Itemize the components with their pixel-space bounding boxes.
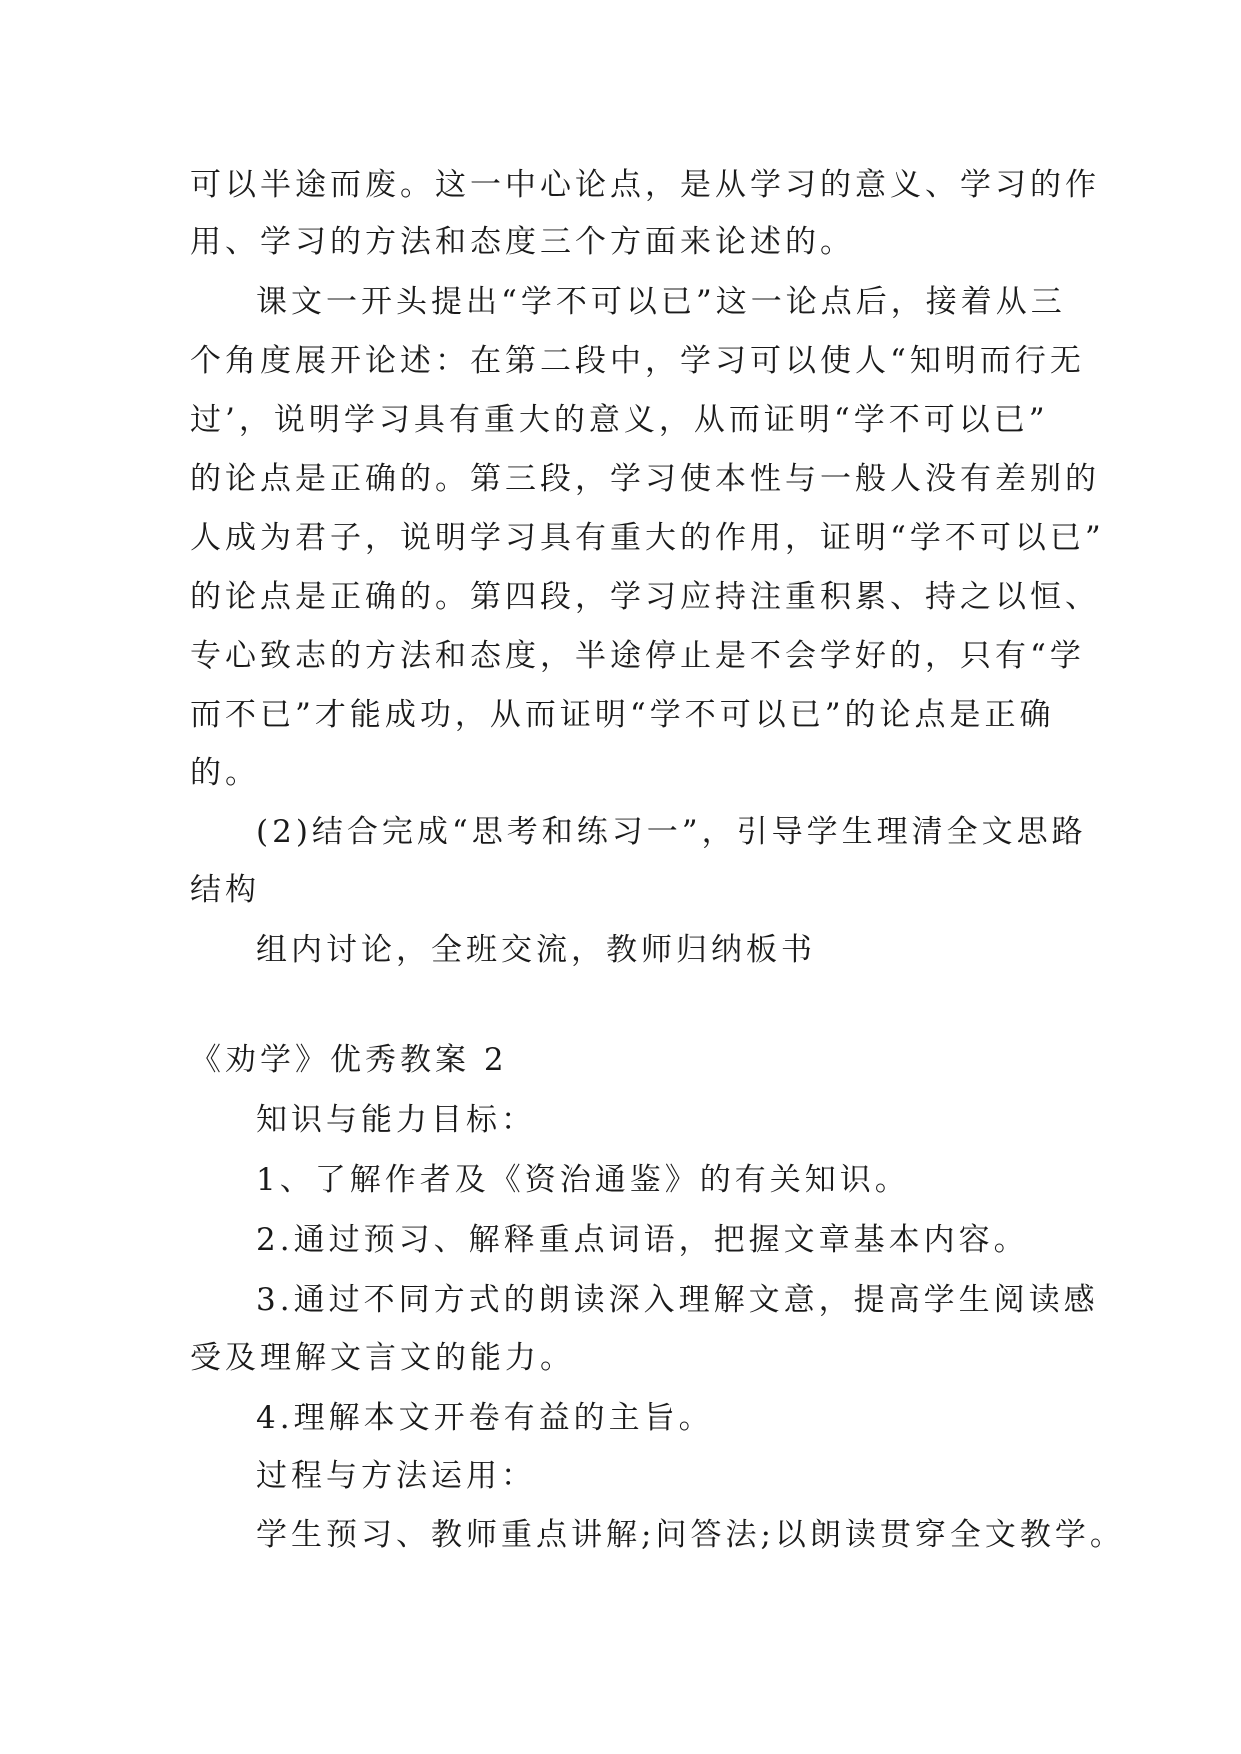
paragraph-line: 可以半途而废。这一中心论点，是从学习的意义、学习的作	[190, 167, 1100, 203]
paragraph-line: 的论点是正确的。第四段，学习应持注重积累、持之以恒、	[190, 579, 1100, 615]
paragraph-line: 的论点是正确的。第三段，学习使本性与一般人没有差别的	[190, 461, 1100, 497]
list-item: 1、了解作者及《资治通鉴》的有关知识。	[256, 1162, 910, 1198]
paragraph-line: 组内讨论，全班交流，教师归纳板书	[256, 932, 816, 968]
paragraph-line: 知识与能力目标：	[256, 1102, 536, 1138]
paragraph-line: 学生预习、教师重点讲解;问答法;以朗读贯穿全文教学。	[256, 1517, 1125, 1553]
paragraph-line: 结构	[190, 872, 260, 908]
paragraph-line: 人成为君子，说明学习具有重大的作用，证明“学不可以已”	[190, 520, 1105, 556]
paragraph-line: 的。	[190, 755, 260, 791]
paragraph-line: 用、学习的方法和态度三个方面来论述的。	[190, 224, 855, 260]
paragraph-line: 课文一开头提出“学不可以已”这一论点后，接着从三	[256, 284, 1066, 320]
paragraph-line: 过’，说明学习具有重大的意义，从而证明“学不可以已”	[190, 402, 1049, 438]
paragraph-line: 过程与方法运用：	[256, 1458, 536, 1494]
list-item: 4.理解本文开卷有益的主旨。	[256, 1400, 714, 1436]
list-item: 3.通过不同方式的朗读深入理解文意，提高学生阅读感	[256, 1282, 1099, 1318]
paragraph-line: (2)结合完成“思考和练习一”，引导学生理清全文思路	[256, 814, 1087, 850]
paragraph-line: 而不已”才能成功，从而证明“学不可以已”的论点是正确	[190, 697, 1055, 733]
section-heading: 《劝学》优秀教案 2	[190, 1042, 508, 1078]
list-item: 2.通过预习、解释重点词语，把握文章基本内容。	[256, 1222, 1029, 1258]
paragraph-line: 个角度展开论述：在第二段中，学习可以使人“知明而行无	[190, 343, 1085, 379]
paragraph-line: 受及理解文言文的能力。	[190, 1340, 575, 1376]
paragraph-line: 专心致志的方法和态度，半途停止是不会学好的，只有“学	[190, 638, 1085, 674]
